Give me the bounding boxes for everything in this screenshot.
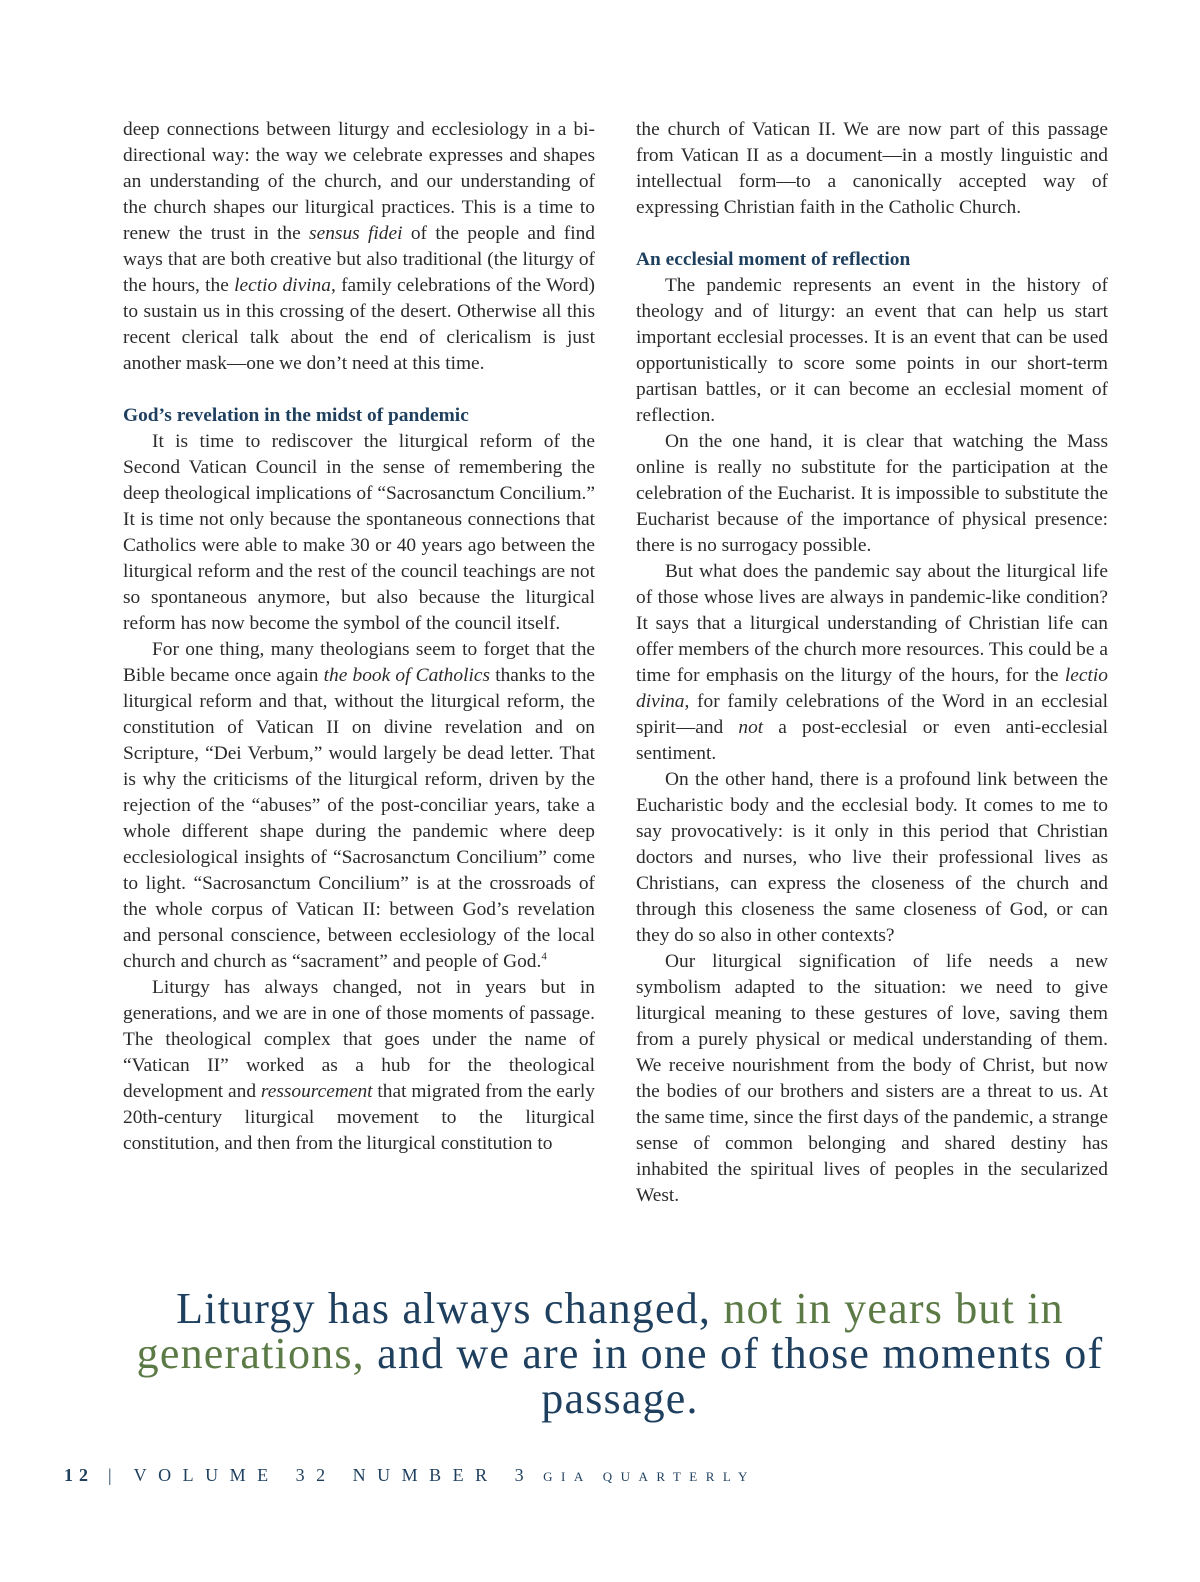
- magazine-name: GIA QUARTERLY: [543, 1469, 756, 1484]
- body-paragraph: Our liturgical signification of life needs a new symbolism adapted to the situation: we need to give liturgical meaning to these gestures of love, saving them from a purely physical or medical understanding of them. We receive nourishment from the body of Christ, but now the bodies of our brothers and sisters are a threat to us. At the same time, since the first days of the pandemic, a strange sense of common belonging and shared destiny has inhabited the spiritual lives of peoples in the secularized West.: [636, 951, 1108, 1206]
- body-paragraph: The pandemic represents an event in the history of theology and of liturgy: an event that can help us start important ecclesial processes. It is an event that can be used opportunistically to score some points in our short-term partisan battles, or it can become an ecclesial moment of reflection.: [636, 275, 1108, 426]
- right-column: [636, 117, 1108, 1209]
- body-paragraph: But what does the pandemic say about the liturgical life of those whose lives are always in pandemic-like condition? It says that a liturgical understanding of Christian life can offer members of the church more resources. This could be a time for emphasis on the liturgy of the hours, for the lectio divina, for family celebrations of the Word in an ecclesial spirit—and not a post-ecclesial or even anti-ecclesial sentiment.: [636, 561, 1108, 764]
- body-paragraph: the church of Vatican II. We are now part of this passage from Vatican II as a document—in a mostly linguistic and intellectual form—to a canonically accepted way of expressing Christian faith in the Catholic Church.: [636, 119, 1108, 218]
- italic-term: ressourcement: [260, 1081, 373, 1102]
- footnote-marker: 4: [541, 950, 547, 963]
- footer-separator: |: [108, 1465, 112, 1485]
- pull-quote-highlight: not in years but in generations,: [136, 1284, 1064, 1378]
- body-paragraph: Liturgy has always changed, not in years but in generations, and we are in one of those moments of passage. The theological complex that goes under the name of “Vatican II” worked as a hub for the theological development and ressourcement that migrated from the early 20th-century liturgical movement to the liturgical constitution, and then from the liturgical constitution to: [123, 977, 595, 1154]
- body-paragraph: On the one hand, it is clear that watching the Mass online is really no substitute for the participation at the celebration of the Eucharist. It is impossible to substitute the Eucharist because of the importance of physical presence: there is no surrogacy possible.: [636, 431, 1108, 556]
- italic-term: lectio divina: [234, 275, 331, 296]
- volume-label: VOLUME 32 NUMBER 3: [133, 1465, 536, 1485]
- body-paragraph: On the other hand, there is a profound link between the Eucharistic body and the ecclesial body. It comes to me to say provocatively: is it only in this period that Christian doctors and nurses, who live their professional lives as Christians, can express the closeness of the church and through this closeness the same closeness of God, or can they do so also in other contexts?: [636, 769, 1108, 946]
- italic-term: lectio divina: [636, 665, 1108, 712]
- italic-term: sensus fidei: [309, 223, 403, 244]
- section-heading: An ecclesial moment of reflection: [636, 249, 911, 270]
- body-paragraph: It is time to rediscover the liturgical reform of the Second Vatican Council in the sense of remembering the deep theological implications of “Sacrosanctum Concilium.” It is time not only because the spontaneous connections that Catholics were able to make 30 or 40 years ago between the liturgical reform and the rest of the council teachings are not so spontaneous anymore, but also because the liturgical reform has now become the symbol of the council itself.: [123, 431, 595, 634]
- italic-term: the book of Catholics: [323, 665, 491, 686]
- section-heading: God’s revelation in the midst of pandemic: [123, 405, 469, 426]
- pull-quote-part: Liturgy has always changed,: [176, 1284, 724, 1333]
- body-paragraph: deep connections between liturgy and ecclesiology in a bi-directional way: the way we celebrate expresses and shapes an understanding of the church, and our understanding of the church shapes our liturgical practices. This is a time to renew the trust in the sensus fidei of the people and find ways that are both creative but also traditional (the liturgy of the hours, the lectio divina, family celebrations of the Word) to sustain us in this crossing of the desert. Otherwise all this recent clerical talk about the end of clericalism is just another mask—one we don’t need at this time.: [123, 119, 595, 374]
- body-paragraph: For one thing, many theologians seem to forget that the Bible became once again the book of Catholics thanks to the liturgical reform and that, without the liturgical reform, the constitution of Vatican II on divine revelation and on Scripture, “Dei Verbum,” would largely be dead letter. That is why the criticisms of the liturgical reform, driven by the rejection of the “abuses” of the post-conciliar years, take a whole different shape during the pandemic where deep ecclesiological insights of “Sacrosanctum Concilium” come to light. “Sacrosanctum Concilium” is at the crossroads of the whole corpus of Vatican II: between God’s revelation and personal conscience, between ecclesiology of the local church and church as “sacrament” and people of God.$^4$: [123, 639, 596, 972]
- page-number: 12: [64, 1465, 94, 1485]
- pull-quote: [100, 1286, 1140, 1421]
- left-column: [123, 117, 595, 1157]
- pull-quote-part: and we are in one of those moments of passage.: [364, 1329, 1104, 1423]
- page-footer: [64, 1462, 756, 1490]
- italic-term: not: [738, 717, 764, 738]
